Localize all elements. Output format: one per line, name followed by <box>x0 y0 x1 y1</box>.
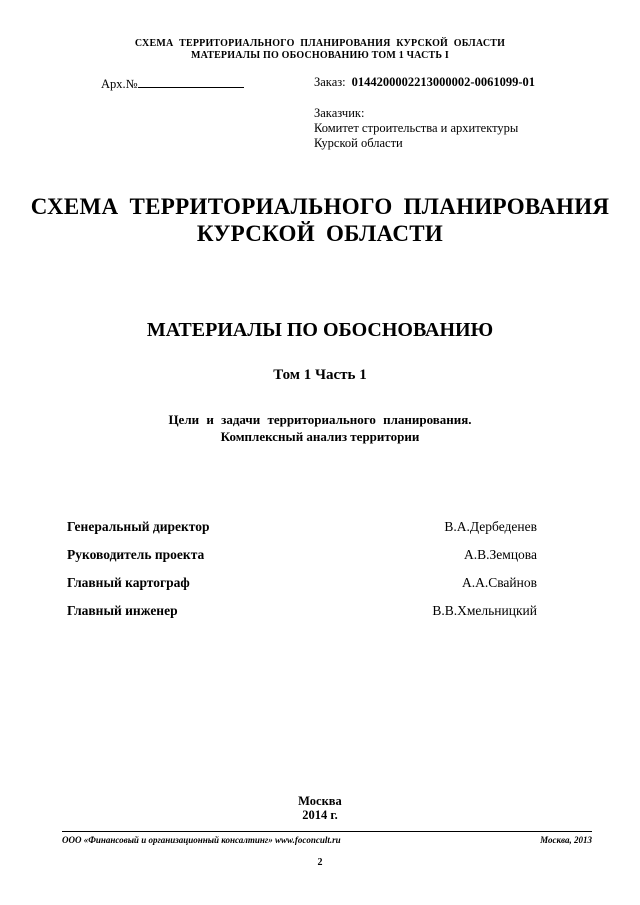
footer-place-date: Москва, 2013 <box>540 835 592 845</box>
volume-subtitle <box>0 411 640 445</box>
footer-divider <box>62 831 592 832</box>
customer-label: Заказчик: <box>314 106 365 120</box>
section-title: МАТЕРИАЛЫ ПО ОБОСНОВАНИЮ <box>146 319 494 341</box>
customer-block <box>314 106 518 151</box>
signature-role: Руководитель проекта <box>67 547 205 562</box>
page-number: 2 <box>317 857 323 868</box>
archive-label: Арх.№ <box>101 77 138 91</box>
signature-role: Главный картограф <box>67 575 190 590</box>
place-and-year <box>0 794 640 822</box>
customer-line-1: Комитет строительства и архитектуры <box>314 121 519 135</box>
archive-blank-line-1 <box>138 75 200 88</box>
signature-row <box>67 518 537 546</box>
signature-row <box>67 602 537 630</box>
signature-role: Главный инженер <box>67 603 178 618</box>
running-header-line-1: СХЕМА ТЕРРИТОРИАЛЬНОГО ПЛАНИРОВАНИЯ КУРСКОЙ ОБЛАСТИ <box>134 38 506 49</box>
city: Москва <box>298 794 342 808</box>
order-number: 0144200002213000002-0061099-01 <box>351 75 535 89</box>
footer-company: ООО «Финансовый и организационный консалтинг» www.foconcult.ru <box>62 835 341 845</box>
signature-name: В.В.Хмельницкий <box>432 603 537 618</box>
volume-label: Том 1 Часть 1 <box>273 367 367 383</box>
signature-row <box>67 574 537 602</box>
volume-subtitle-line-1: Цели и задачи территориального планирования. <box>168 412 472 427</box>
volume-subtitle-line-2: Комплексный анализ территории <box>220 429 420 444</box>
signatures-block <box>67 518 537 630</box>
page-footer <box>62 834 592 848</box>
signature-row <box>67 546 537 574</box>
signature-name: А.В.Земцова <box>464 547 537 562</box>
running-header <box>0 38 640 62</box>
document-title <box>0 193 640 247</box>
running-header-line-2: МАТЕРИАЛЫ ПО ОБОСНОВАНИЮ ТОМ 1 ЧАСТЬ I <box>191 50 449 61</box>
signature-name: В.А.Дербеденев <box>444 519 537 534</box>
signature-name: А.А.Свайнов <box>461 575 537 590</box>
year: 2014 г. <box>302 808 338 822</box>
order-label: Заказ: <box>314 75 346 89</box>
archive-number-field <box>101 75 244 92</box>
archive-blank-line-2 <box>200 75 244 88</box>
order-field <box>314 75 535 90</box>
document-title-line-1: СХЕМА ТЕРРИТОРИАЛЬНОГО ПЛАНИРОВАНИЯ <box>30 194 610 219</box>
customer-line-2: Курской области <box>314 136 403 150</box>
signature-role: Генеральный директор <box>67 519 210 534</box>
document-title-line-2: КУРСКОЙ ОБЛАСТИ <box>196 221 444 246</box>
